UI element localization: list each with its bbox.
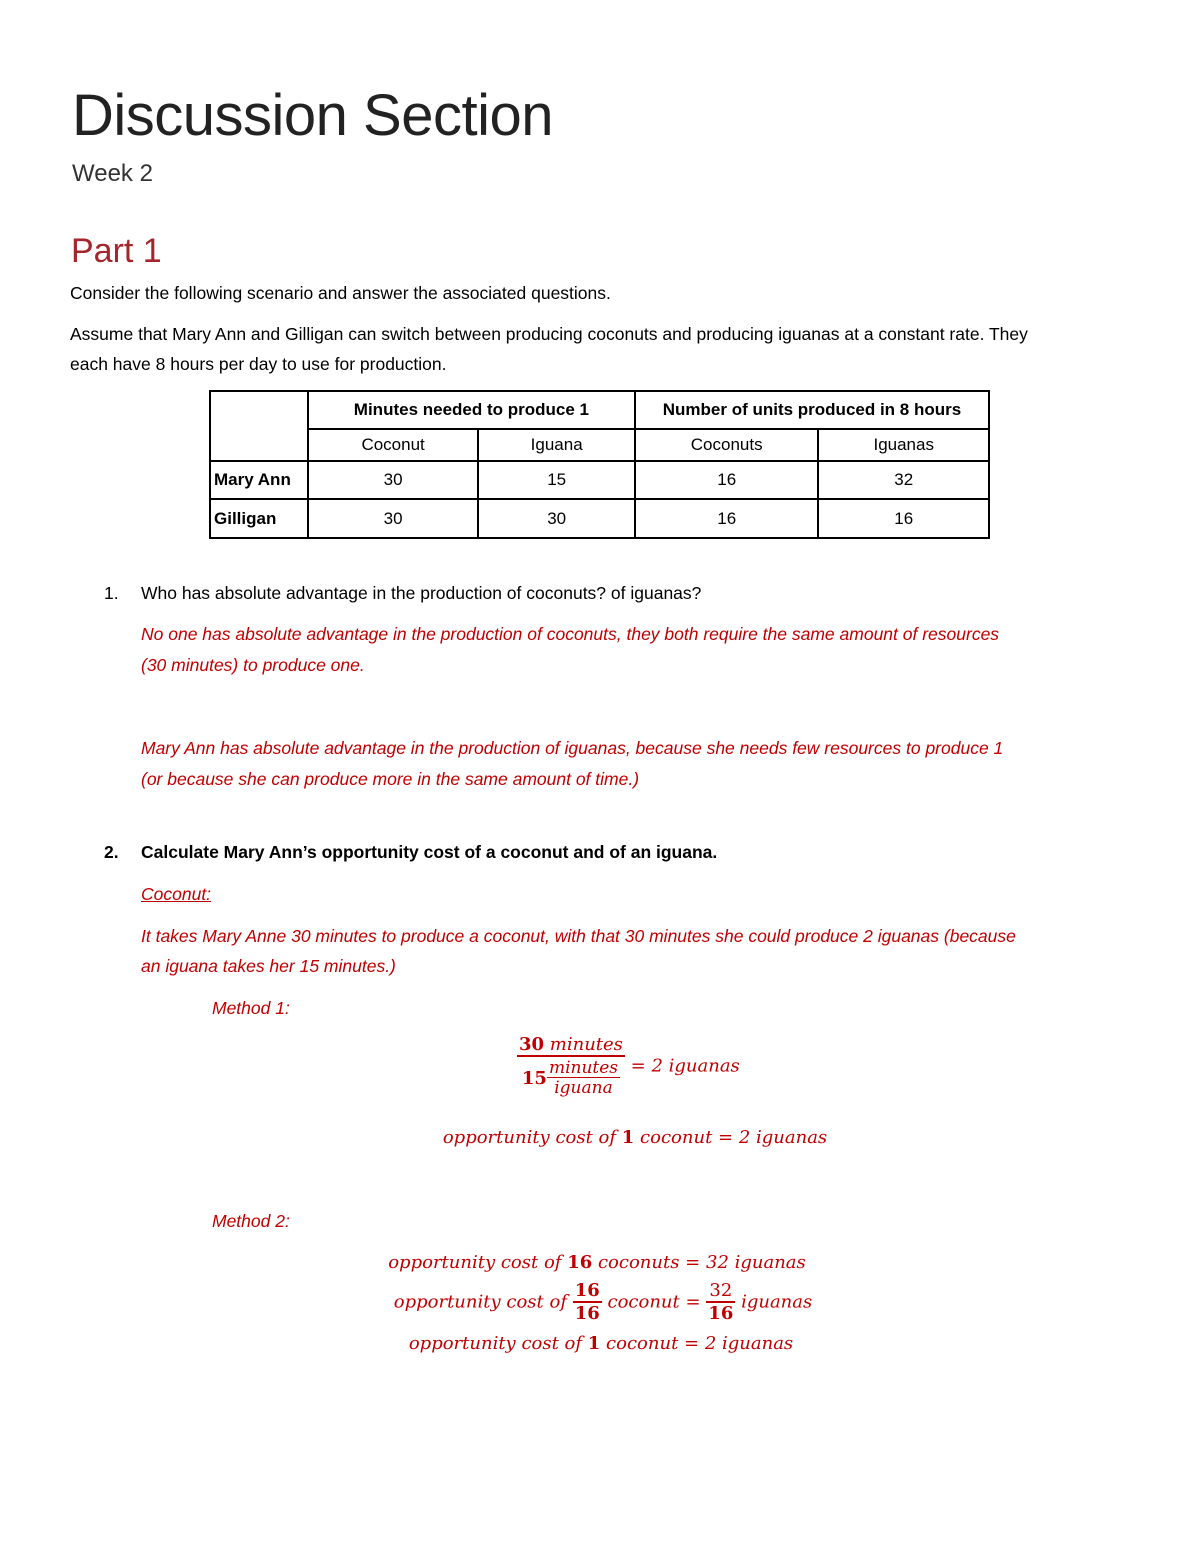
table-row (210, 461, 989, 499)
intro-text: Consider the following scenario and answer the associated questions. (70, 283, 611, 303)
table-sub-header-row (210, 429, 989, 461)
scenario-line-1: Assume that Mary Ann and Gilligan can switch between producing coconuts and producing iguanas at a constant rate. They (70, 324, 1028, 344)
document-subtitle: Week 2 (72, 160, 153, 187)
left-fraction: $\frac{16}{16}$ (574, 1280, 600, 1324)
question-text: Who has absolute advantage in the production of coconuts? of iguanas? (141, 583, 702, 603)
method-2-line-1: opportunity cost of 16 coconuts = 32 iguanas (388, 1252, 806, 1273)
table-corner-cell (210, 391, 308, 461)
table-cell: 16 (818, 499, 989, 538)
nested-fraction: $\frac{\text{minutes}}{\text{iguana}}$ (548, 1058, 619, 1098)
table-sub-header: Iguanas (818, 429, 989, 461)
table-row (210, 499, 989, 538)
main-fraction (517, 1034, 625, 1098)
answer-1a-line-2: (30 minutes) to produce one. (141, 655, 365, 675)
question-number: 2. (104, 842, 119, 862)
method-2-line-3: opportunity cost of 1 coconut = 2 iguanas (408, 1333, 794, 1354)
method-2-label: Method 2: (212, 1211, 290, 1231)
coconut-label: Coconut: (141, 884, 212, 904)
production-table (209, 390, 990, 539)
table-cell: 16 (635, 499, 819, 538)
equation-result: = 2 iguanas (624, 1055, 740, 1077)
answer-1b-line-1: Mary Ann has absolute advantage in the production of iguanas, because she needs few resources to produce 1 (141, 738, 1004, 758)
document-title: Discussion Section (72, 83, 553, 148)
answer-1b-line-2: (or because she can produce more in the same amount of time.) (141, 769, 640, 789)
table-cell: 30 (308, 461, 479, 499)
table-group-header-row (210, 391, 989, 429)
method-1-result: opportunity cost of 1 coconut = 2 iguanas (442, 1127, 828, 1148)
answer-1a-line-1: No one has absolute advantage in the production of coconuts, they both require the same amount of resources (141, 624, 1000, 644)
table-sub-header: Iguana (478, 429, 635, 461)
method-2-line-2: opportunity cost of $\frac{16}{16}$ coconut = $\frac{32}{16}$ iguanas (393, 1280, 813, 1324)
part-heading: Part 1 (71, 232, 162, 270)
table-sub-header: Coconut (308, 429, 479, 461)
explain-line-2: an iguana takes her 15 minutes.) (141, 956, 396, 976)
fraction-denominator: 15 $\frac{\text{minutes}}{\text{iguana}}$ (517, 1055, 625, 1098)
right-fraction: $\frac{32}{16}$ (708, 1280, 734, 1324)
table-cell: 30 (308, 499, 479, 538)
scenario-line-2: each have 8 hours per day to use for production. (70, 354, 447, 374)
explain-line-1: It takes Mary Anne 30 minutes to produce a coconut, with that 30 minutes she could produce 2 iguanas (because (141, 926, 1016, 946)
question-text: Calculate Mary Ann’s opportunity cost of a coconut and of an iguana. (141, 842, 718, 862)
row-label: Mary Ann (210, 461, 308, 499)
question-1 (104, 578, 702, 608)
row-label: Gilligan (210, 499, 308, 538)
table-cell: 32 (818, 461, 989, 499)
method-1-equation (517, 1034, 740, 1098)
method-1-label: Method 1: (212, 998, 290, 1018)
fraction-numerator: 30 minutes (519, 1034, 623, 1055)
table-cell: 30 (478, 499, 635, 538)
table-cell: 16 (635, 461, 819, 499)
table-cell: 15 (478, 461, 635, 499)
table-group-header: Number of units produced in 8 hours (635, 391, 989, 429)
question-number: 1. (104, 583, 119, 603)
table-sub-header: Coconuts (635, 429, 819, 461)
question-2 (104, 837, 718, 867)
table-group-header: Minutes needed to produce 1 (308, 391, 635, 429)
